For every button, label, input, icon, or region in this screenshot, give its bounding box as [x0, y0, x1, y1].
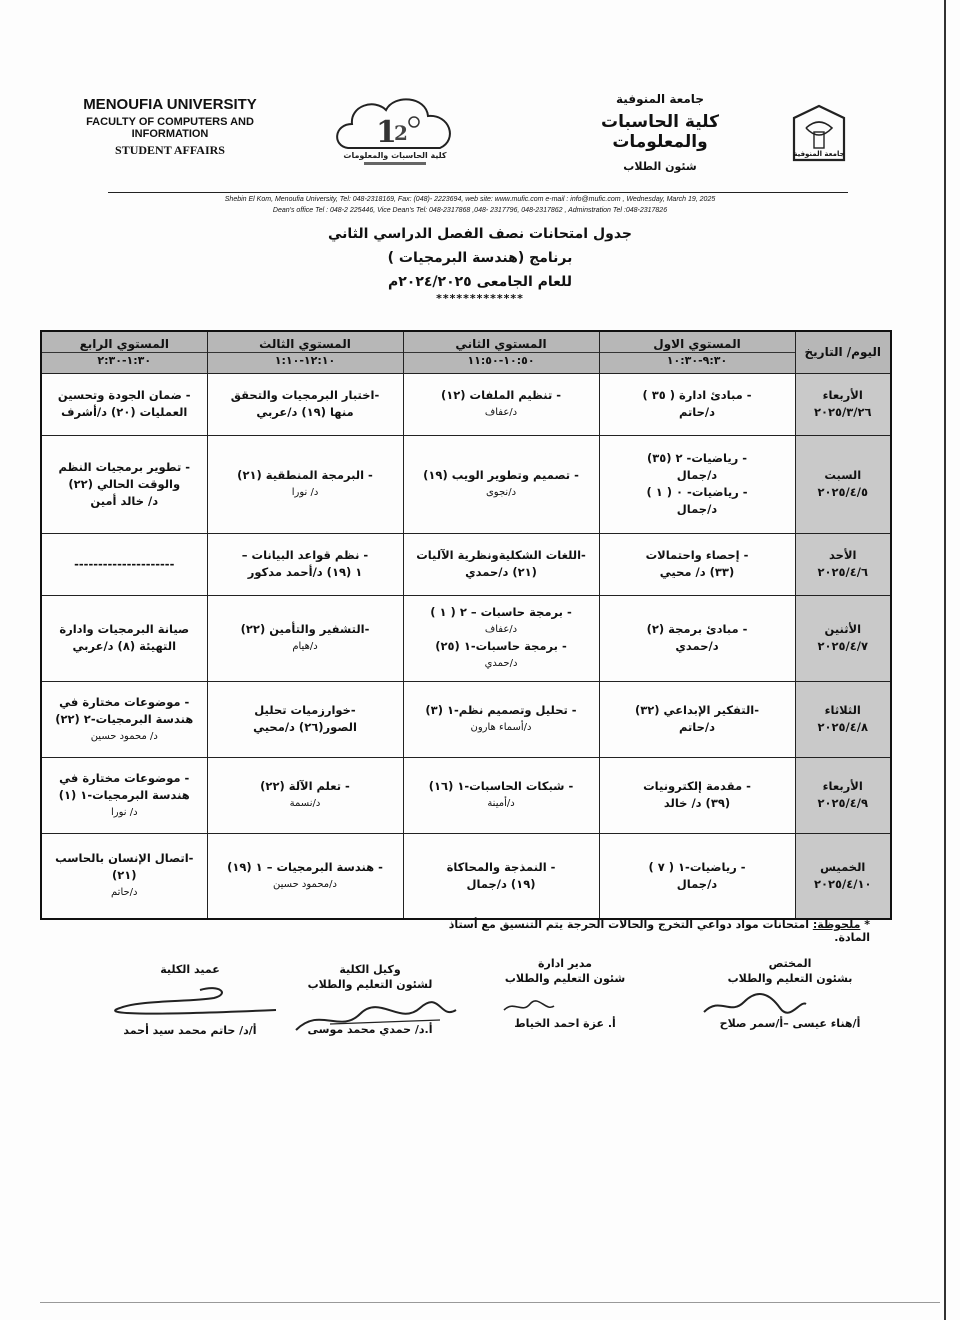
signature-block-manager: مدير ادارة شئون التعليم والطلاب أ. عزة احمد الخياط [504, 957, 626, 1030]
table-row [41, 595, 891, 681]
university-name-en: MENOUFIA UNIVERSITY [83, 96, 257, 113]
day-cell: السبت ٢٠٢٥/٤/٥ [795, 435, 891, 533]
note-label: ملحوظة: [812, 918, 861, 931]
level-3-cell: - نظم قواعد البيانات – ١ (١٩) د/أحمد مدكور [207, 533, 403, 595]
level-3-time: ١٢:١٠-١:١٠ [274, 353, 336, 367]
page-bottom-rule [40, 1302, 940, 1303]
title-line-2: برنامج (هندسة البرمجيات ) [387, 250, 573, 266]
title-line-3: للعام الجامعى ٢٠٢٤/٢٠٢٥م [387, 274, 573, 290]
level-1-name: المستوي الاول [600, 336, 795, 353]
table-row [41, 757, 891, 833]
level-3-cell: - هندسة البرمجيات – ١ (١٩) د/محمود حسين [207, 833, 403, 919]
level-2-cell: - شبكات الحاسبات-١ (١٦) د/أمينة [403, 757, 599, 833]
footnote [440, 918, 870, 944]
student-affairs-en: STUDENT AFFAIRS [115, 143, 225, 157]
signature-block-specialist: المختص بشئون التعليم والطلاب أ/هناء عيسى –أ/سمر صلاح [719, 957, 861, 1030]
handwritten-signature [700, 990, 810, 1020]
level-4-cell: - تطوير برمجيات النظم والوقت الحالي (٢٢) د/ خالد أمين [41, 435, 207, 533]
level-1-cell: - رياضيات-١ ( ٧ ) د/جمال [599, 833, 795, 919]
day-cell: الأثنين ٢٠٢٥/٤/٧ [795, 595, 891, 681]
level-1-time: ٩:٣٠-١٠:٣٠ [666, 353, 728, 367]
header-rule [108, 192, 848, 193]
signature-block-dean: عميد الكلية أ/د/ حاتم محمد سيد أحمد [123, 963, 257, 1037]
level-2-cell: - النمذجة والمحاكاة (١٩) د/جمال [403, 833, 599, 919]
svg-text:2: 2 [394, 121, 408, 145]
handwritten-signature [290, 1000, 460, 1036]
level-4-cell: --------------------- [41, 533, 207, 595]
contact-info [200, 194, 740, 216]
level-4-cell: - ضمان الجودة وتحسين العمليات (٢٠) د/أشرف [41, 373, 207, 435]
header-level-2 [403, 331, 599, 373]
exam-schedule-table [40, 330, 892, 920]
svg-text:1: 1 [376, 115, 397, 150]
table-row [41, 833, 891, 919]
level-2-cell: - برمجة حاسبات – ٢ ( ١ ) د/عفاف - برمجة حاسبات-١ (٢٥) د/حمدي [403, 595, 599, 681]
day-cell: الخميس ٢٠٢٥/٤/١٠ [795, 833, 891, 919]
level-4-name: المستوي الرابع [42, 336, 207, 353]
note-star: * [864, 918, 870, 931]
university-seal [774, 98, 864, 172]
table-header-row [41, 331, 891, 373]
faculty-logo [330, 88, 460, 176]
header-day-date: اليوم/ التاريخ [795, 331, 891, 373]
table-row [41, 435, 891, 533]
level-4-cell: - موضوعات مختارة في هندسة البرمجيات-٢ (٢٢) د/ محمود حسين [41, 681, 207, 757]
level-2-cell: - تنظيم الملفات (١٢) د/عفاف [403, 373, 599, 435]
day-cell: الثلاثاء ٢٠٢٥/٤/٨ [795, 681, 891, 757]
level-4-cell: صيانة البرمجيات وادارة التهيئة (٨) د/عربي [41, 595, 207, 681]
level-2-cell: -اللغات الشكليةونظرية الآليات (٢١) د/حمدي [403, 533, 599, 595]
level-1-cell: - مبادئ برمجة (٢) د/حمدي [599, 595, 795, 681]
header-level-1 [599, 331, 795, 373]
note-text: امتحانات مواد دواعي التخرج والحالات الحرجة يتم التنسيق مع أستاذ المادة. [448, 918, 870, 944]
level-1-cell: -التفكير الإبداعي (٣٢) د/حاتم [599, 681, 795, 757]
level-2-name: المستوي الثاني [404, 336, 599, 353]
title-line-1: جدول امتحانات نصف الفصل الدراسي الثاني [327, 226, 633, 242]
contact-line-2: Dean's office Tel : 048-2 225446, Vice Dean's Tel: 048-2317868 ,048- 2317796, 048-2317862 , Adminstration Tel :048-2317826 [272, 207, 668, 214]
level-4-cell: -اتصال الإنسان بالحاسب (٢١) د/حاتم [41, 833, 207, 919]
logo-caption: كلية الحاسبات والمعلومات [343, 151, 447, 160]
day-cell: الأحد ٢٠٢٥/٤/٦ [795, 533, 891, 595]
level-3-cell: - تعلم الآلة (٢٢) د/نسمة [207, 757, 403, 833]
level-3-cell: -التشفير والتأمين (٢٢) د/هيام [207, 595, 403, 681]
university-name-ar: جامعة المنوفية [616, 92, 704, 106]
handwritten-signature [80, 980, 280, 1024]
level-4-time: ١:٣٠-٢:٣٠ [97, 353, 152, 367]
handwritten-signature [500, 996, 560, 1018]
title-stars: ************* [436, 292, 524, 305]
level-2-cell: - تحليل وتصميم نظم-١ (٣) د/أسماء هارون [403, 681, 599, 757]
level-3-cell: -خوارزميات تحليل الصور(٢٦) د/محيي [207, 681, 403, 757]
faculty-name-en: FACULTY OF COMPUTERS AND INFORMATION [86, 116, 254, 140]
level-4-cell: - موضوعات مختارة في هندسة البرمجيات-١ (١) د/ نورا [41, 757, 207, 833]
header-english [50, 96, 290, 158]
contact-line-1: Shebin El Kom, Menoufia University, Tel: 048-2318169, Fax: (048)- 2223694, web site: www.mufic.com e-mail : info@mufic.com , Wednesday, March 19, 2025 [224, 196, 716, 203]
seal-caption: جامعة المنوفية [793, 150, 845, 158]
page-edge [944, 0, 946, 1320]
header-level-3 [207, 331, 403, 373]
day-cell: الأربعاء ٢٠٢٥/٣/٢٦ [795, 373, 891, 435]
table-row [41, 373, 891, 435]
level-2-time: ١٠:٥٠-١١:٥٠ [467, 353, 535, 367]
level-2-cell: - تصميم وتطوير الويب (١٩) د/نجوى [403, 435, 599, 533]
document-title [280, 222, 680, 304]
day-cell: الأربعاء ٢٠٢٥/٤/٩ [795, 757, 891, 833]
table-row [41, 681, 891, 757]
level-1-cell: - إحصاء واحتمالات (٣٣) د/ محيي [599, 533, 795, 595]
faculty-name-ar: كلية الحاسبات والمعلومات [601, 112, 719, 152]
header-level-4 [41, 331, 207, 373]
table-row [41, 533, 891, 595]
level-1-cell: - رياضيات- ٢ (٣٥) د/جمال - رياضيات- ٠ ( ١ ) د/جمال [599, 435, 795, 533]
student-affairs-ar: شئون الطلاب [623, 160, 697, 173]
level-3-name: المستوي الثالث [208, 336, 403, 353]
signature-block-vice-dean: وكيل الكلية لشئون التعليم والطلاب أ.د/ حمدي محمد موسى [307, 963, 433, 1036]
header-arabic [560, 92, 760, 173]
level-3-cell: - البرمجة المنطقية (٢١) د/ نورا [207, 435, 403, 533]
level-1-cell: - مبادئ ادارة ( ٣٥ ) د/حاتم [599, 373, 795, 435]
level-3-cell: -اختبار البرمجيات والتحقق منها (١٩) د/عربي [207, 373, 403, 435]
level-1-cell: - مقدمة إلكترونيات (٣٩) د/ خالد [599, 757, 795, 833]
